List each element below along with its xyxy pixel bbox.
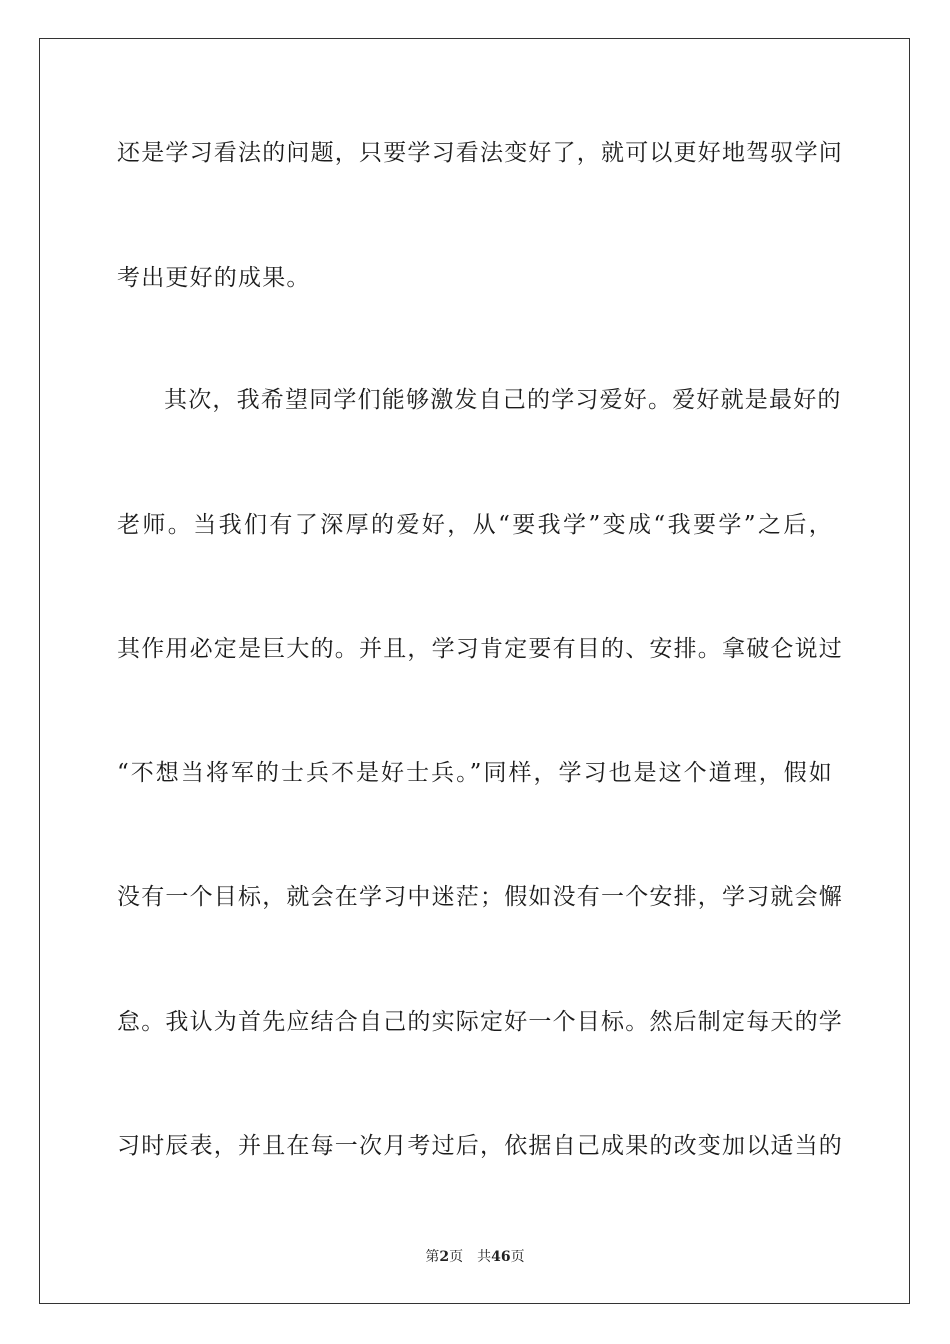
page-prefix: 第 [425,1249,440,1265]
page-suffix: 页 [449,1249,464,1265]
text-line-8: 怠。我认为首先应结合自己的实际定好一个目标。然后制定每天的学 [117,1009,843,1035]
text-line-9: 习时辰表，并且在每一次月考过后，依据自己成果的改变加以适当的 [117,1133,843,1159]
page-footer [0,1248,950,1266]
page-border [39,38,910,1304]
text-line-3: 其次，我希望同学们能够激发自己的学习爱好。爱好就是最好的 [164,387,842,413]
total-pages: 46 [491,1249,511,1265]
text-line-4: 老师。当我们有了深厚的爱好，从“要我学”变成“我要学”之后， [117,512,833,538]
text-line-2: 考出更好的成果。 [117,265,311,291]
total-suffix: 页 [510,1249,525,1265]
total-prefix: 共 [477,1249,492,1265]
text-line-5: 其作用必定是巨大的。并且，学习肯定要有目的、安排。拿破仑说过 [117,636,843,662]
page-number: 2 [439,1249,450,1265]
text-line-6: “不想当将军的士兵不是好士兵。”同样，学习也是这个道理，假如 [117,760,833,786]
text-line-7: 没有一个目标，就会在学习中迷茫；假如没有一个安排，学习就会懈 [117,884,843,910]
text-line-1: 还是学习看法的问题，只要学习看法变好了，就可以更好地驾驭学问 [117,140,843,166]
